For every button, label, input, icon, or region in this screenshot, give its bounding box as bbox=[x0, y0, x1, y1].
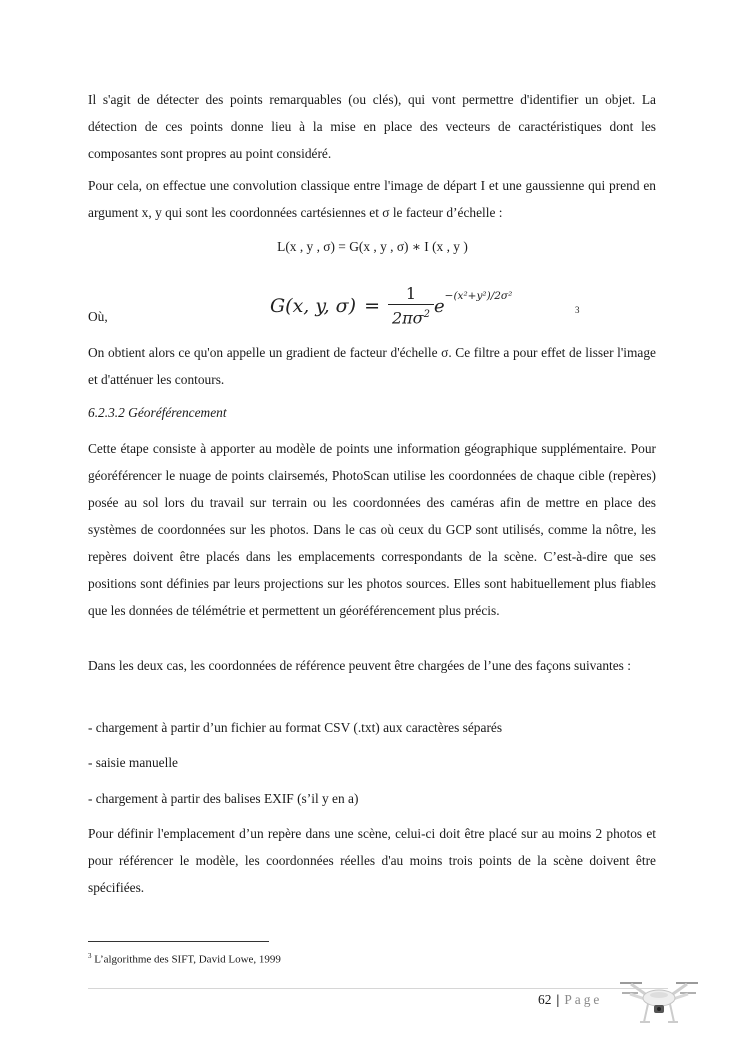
footnote-reference: 3 bbox=[575, 305, 580, 315]
section-heading: 6.2.3.2 Géoréférencement bbox=[88, 405, 227, 420]
page-footer bbox=[538, 990, 602, 1010]
footnote-text: L’algorithme des SIFT, David Lowe, 1999 bbox=[91, 953, 281, 966]
page-number: 62 bbox=[538, 992, 552, 1007]
footnote-number: 3 bbox=[88, 952, 92, 960]
paragraph-load-methods: Dans les deux cas, les coordonnées de référence peuvent être chargées de l’une des façons suivantes : bbox=[88, 658, 631, 673]
footer-separator: | bbox=[556, 992, 560, 1007]
gauss-exponential: $e^{-(x^2+y^2)/2\sigma^2}$ bbox=[433, 289, 513, 317]
paragraph-gradient: On obtient alors ce qu'on appelle un gradient de facteur d'échelle σ. Ce filtre a pour effet de lisser l'image et d'atténuer les contours. bbox=[88, 345, 656, 387]
footnote bbox=[88, 948, 281, 968]
paragraph-georeferencing: Cette étape consiste à apporter au modèle de points une information géographique supplémentaire. Pour géoréférencer le nuage de points clairsemés, PhotoScan utilise les coordonnées de chaque cible (repères) posée au sol lors du travail sur terrain ou les coordonnées des caméras afin de mettre en place des systèmes de coordonnées sur les photos. Dans le cas où ceux du GCP sont utilisés, comme la nôtre, les repères doivent être placés dans les emplacements correspondants de la scène. C’est-à-dire que ses positions sont définies par leurs projections sur les photos sources. Elles sont habituellement plus fiables que les données de télémétrie et permettent un géoréférencement plus précis. bbox=[88, 441, 656, 618]
equation-gaussian bbox=[270, 282, 512, 330]
gauss-fraction bbox=[388, 284, 434, 328]
paragraph-intro: Il s'agit de détecter des points remarquables (ou clés), qui vont permettre d'identifier un objet. La détection de ces points donne lieu à la mise en place des vecteurs de caractéristiques dont les composantes sont propres au point considéré. bbox=[88, 92, 656, 161]
paragraph-marker-placement: Pour définir l'emplacement d’un repère dans une scène, celui-ci doit être placé sur au moins 2 photos et pour référencer le modèle, les coordonnées réelles d'au moins trois points de la scène doivent être spécifiées. bbox=[88, 826, 656, 895]
where-label: Où, bbox=[88, 309, 108, 324]
list-item: - chargement à partir d’un fichier au format CSV (.txt) aux caractères séparés bbox=[88, 720, 503, 735]
gauss-exponent: −(x²+y²)/2σ² bbox=[444, 289, 513, 302]
drone-icon bbox=[618, 970, 700, 1030]
gauss-numerator: 1 bbox=[405, 283, 417, 303]
paragraph-convolution: Pour cela, on effectue une convolution classique entre l'image de départ I et une gaussienne qui prend en argument x, y qui sont les coordonnées cartésiennes et σ le facteur d’échelle : bbox=[88, 178, 656, 220]
gauss-denominator: $2\pi\sigma^2$ bbox=[391, 308, 430, 328]
gauss-lhs: G(x, y, σ) bbox=[270, 295, 357, 317]
page-label: Page bbox=[564, 992, 603, 1007]
equation-scale-space: L(x , y , σ) = G(x , y , σ) ∗ I (x , y ) bbox=[277, 239, 468, 254]
gauss-equals: = bbox=[364, 295, 380, 317]
footnote-divider bbox=[88, 941, 269, 942]
list-item: - saisie manuelle bbox=[88, 755, 178, 770]
footer-divider bbox=[88, 988, 668, 989]
list-item: - chargement à partir des balises EXIF (s’il y en a) bbox=[88, 791, 359, 806]
